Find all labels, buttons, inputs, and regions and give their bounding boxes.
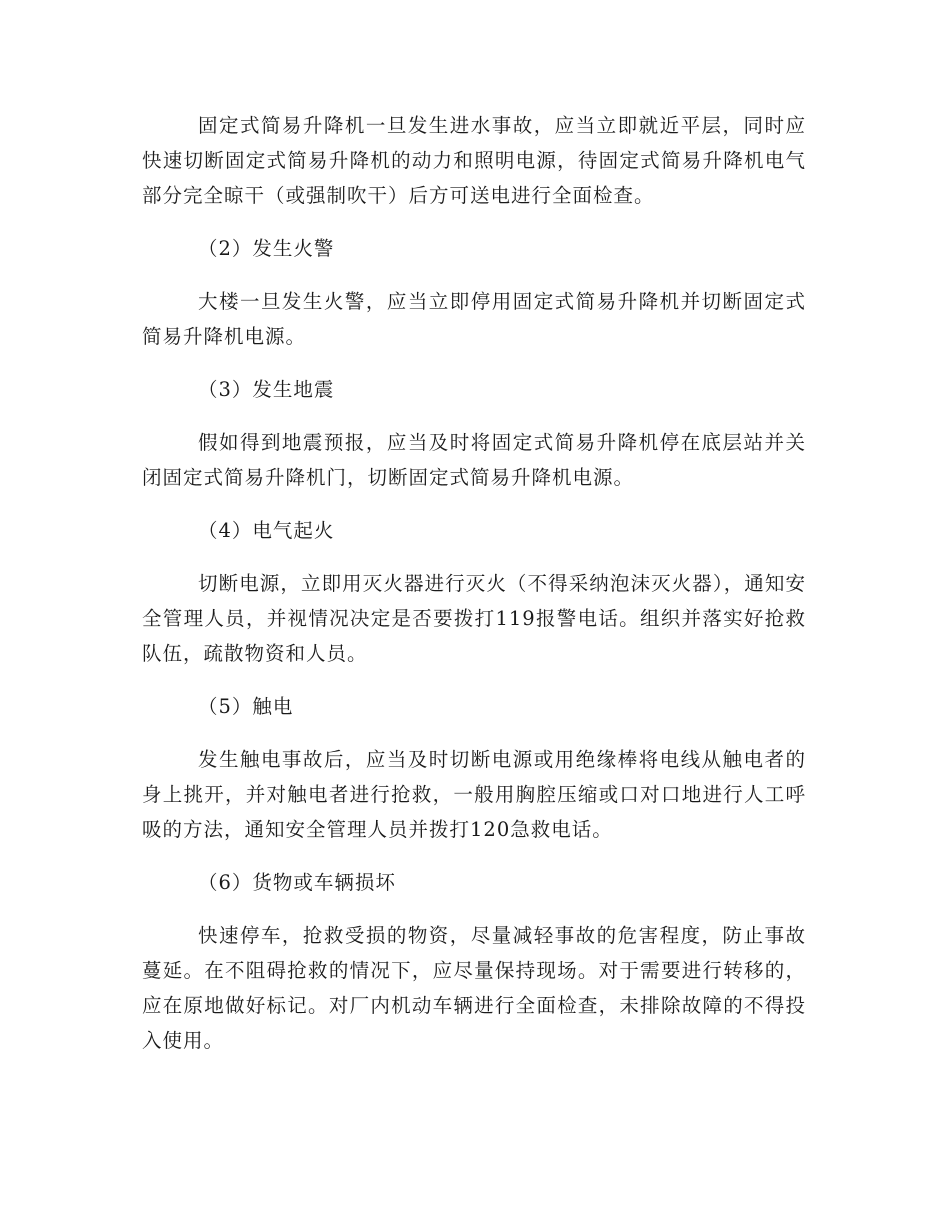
paragraph-earthquake: 假如得到地震预报，应当及时将固定式简易升降机停在底层站并关闭固定式简易升降机门，切断固定式简易升降机电源。 (142, 431, 806, 489)
heading-cargo-vehicle-damage: （6）货物或车辆损坏 (198, 871, 396, 894)
heading-fire-alarm: （2）发生火警 (198, 237, 335, 260)
paragraph-fire-alarm: 大楼一旦发生火警，应当立即停用固定式简易升降机并切断固定式简易升降机电源。 (142, 290, 806, 348)
paragraph-electrical-fire: 切断电源，立即用灭火器进行灭火（不得采纳泡沫灭火器），通知安全管理人员，并视情况决定是否要拨打119报警电话。组织并落实好抢救队伍，疏散物资和人员。 (142, 572, 806, 665)
heading-electric-shock: （5）触电 (198, 695, 294, 718)
paragraph-cargo-vehicle-damage: 快速停车，抢救受损的物资，尽量减轻事故的危害程度，防止事故蔓延。在不阻碍抢救的情况下，应尽量保持现场。对于需要进行转移的，应在原地做好标记。对厂内机动车辆进行全面检查，未排除故障的不得投入使用。 (142, 924, 806, 1052)
paragraph-water-accident: 固定式简易升降机一旦发生进水事故，应当立即就近平层，同时应快速切断固定式简易升降机的动力和照明电源，待固定式简易升降机电气部分完全晾干（或强制吹干）后方可送电进行全面检查。 (142, 114, 806, 207)
document-page (142, 108, 806, 1058)
paragraph-electric-shock: 发生触电事故后，应当及时切断电源或用绝缘棒将电线从触电者的身上挑开，并对触电者进行抢救，一般用胸腔压缩或口对口地进行人工呼吸的方法，通知安全管理人员并拨打120急救电话。 (142, 748, 806, 841)
heading-earthquake: （3）发生地震 (198, 378, 335, 401)
heading-electrical-fire: （4）电气起火 (198, 519, 335, 542)
